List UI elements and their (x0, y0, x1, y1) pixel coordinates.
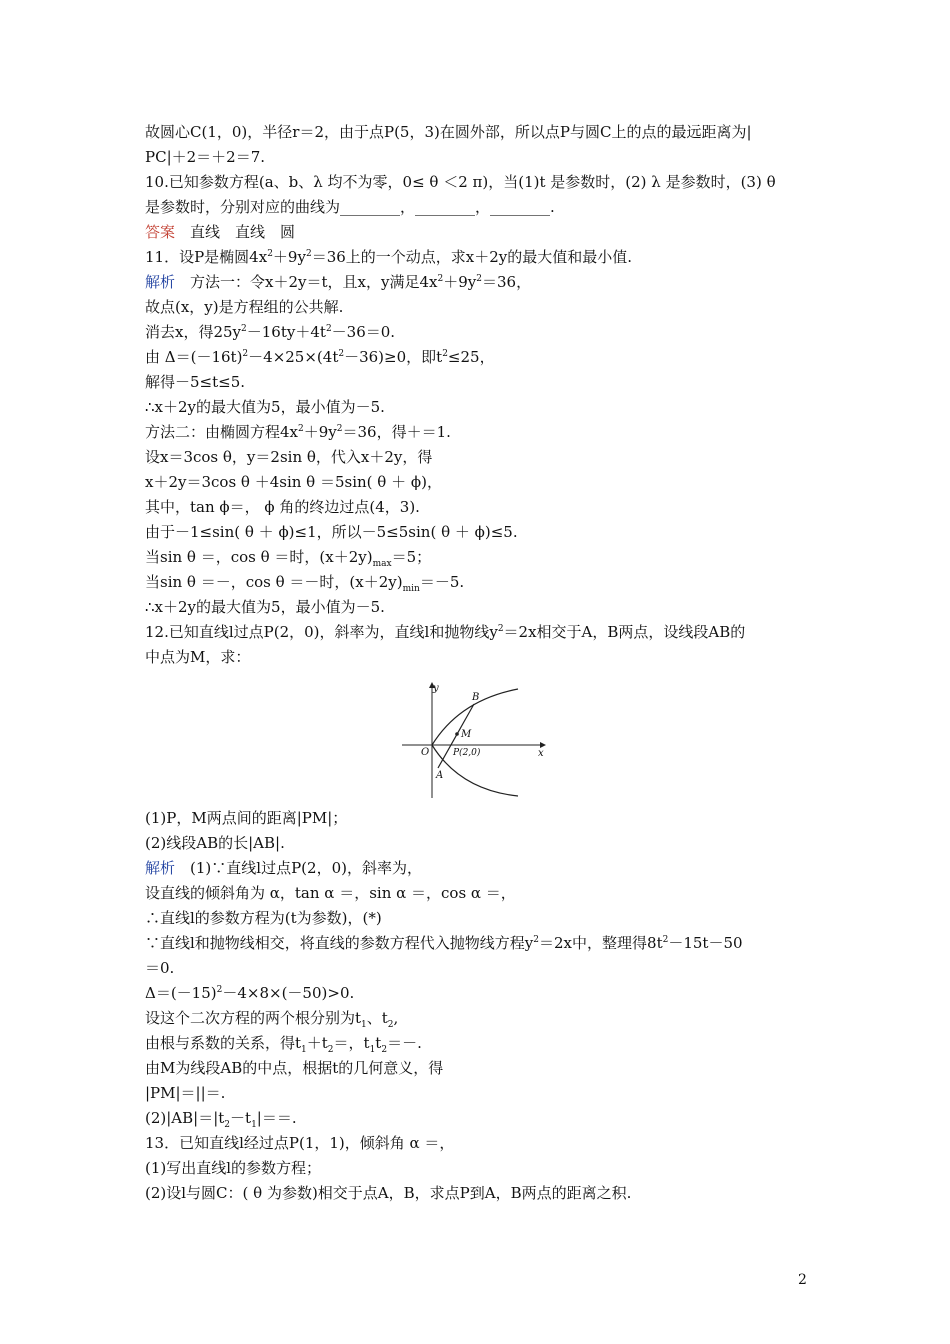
solution-line: 解析 方法一：令x＋2y＝t，且x，y满足$4x^2+9y^2=36$， (145, 273, 532, 291)
answer-line (145, 222, 295, 242)
text-line: (1)P，M两点间的距离|PM|； (145, 809, 348, 827)
text-line: (2)设l与圆C：( θ 为参数)相交于点A，B，求点P到A，B两点的距离之积. (145, 1184, 632, 1202)
solution-tag: 解析 (145, 859, 176, 877)
text-line: ∴x＋2y的最大值为5，最小值为－5. (145, 398, 385, 416)
text-line: (2)线段AB的长|AB|. (145, 834, 285, 852)
text-line: 当sin θ ＝－，cos θ ＝－时，$(x+2y)_{min}=-5$. (145, 573, 465, 594)
text-line: x＋2y＝3cos θ ＋4sin θ ＝5sin( θ ＋ ϕ)， (145, 473, 442, 491)
text-line: 故圆心C(1，0)，半径r＝2，由于点P(5，3)在圆外部，所以点P与圆C上的点的最远距离为| (145, 123, 752, 141)
text-line: 由 $\Delta=(-16t)^2-4\times 25\times(4t^2-36)\ge 0$，即$t^2\le 25$， (145, 348, 495, 366)
text-line: $\Delta=(-15)^2-4\times 8\times(-50)>0$. (145, 984, 355, 1002)
text-line: 解得－5≤t≤5. (145, 373, 246, 391)
text-line: 方法二：由椭圆方程$4x^2+9y^2=36$，得＋＝1. (145, 423, 451, 441)
text-line: 中点为M，求： (145, 648, 251, 666)
text-line: 当sin θ ＝，cos θ ＝时，$(x+2y)_{max}=5$； (145, 548, 432, 569)
text-line: 其中，tan ϕ＝， ϕ 角的终边过点(4，3). (145, 498, 420, 516)
point-m-label: M (461, 729, 472, 740)
problem-13: 13．已知直线l经过点P(1，1)，倾斜角 α ＝， (145, 1134, 455, 1152)
solution-tag: 解析 (145, 273, 176, 291)
text-line: 由M为线段AB的中点，根据t的几何意义，得 (145, 1059, 444, 1077)
origin-label: O (421, 747, 430, 758)
text-line: 设x＝3cos θ，y＝2sin θ，代入x＋2y，得 (145, 448, 433, 466)
text-line: 是参数时，分别对应的曲线为________，________，________. (145, 198, 555, 216)
page-number: 2 (798, 1272, 807, 1288)
answer-text: 直线 直线 圆 (190, 223, 296, 241)
text-line: ∴直线l的参数方程为(t为参数)，(*) (145, 909, 382, 927)
text-line: 由根与系数的关系，得$t_1+t_2=$，$t_1t_2=-$. (145, 1034, 422, 1055)
answer-tag: 答案 (145, 223, 176, 241)
text-line: ∴x＋2y的最大值为5，最小值为－5. (145, 598, 385, 616)
text-line: |PM|＝||＝. (145, 1084, 226, 1102)
point-p-label: P(2,0) (453, 748, 481, 758)
text-line: (1)写出直线l的参数方程； (145, 1159, 322, 1177)
text-line: 由于－1≤sin( θ ＋ ϕ)≤1，所以－5≤5sin( θ ＋ ϕ)≤5. (145, 523, 518, 541)
text-line: ＝0. (145, 959, 175, 977)
text-line: 消去x，得$25y^2-16ty+4t^2-36=0$. (145, 323, 396, 341)
x-axis-label: x (538, 748, 544, 759)
problem-10: 10.已知参数方程(a、b、λ 均不为零，0≤ θ ＜2 π)，当(1)t 是参数时，(2) λ 是参数时，(3) θ (145, 173, 776, 191)
text-line: 故点(x，y)是方程组的公共解. (145, 298, 344, 316)
text-line: PC|＋2＝＋2＝7. (145, 148, 266, 166)
text-line: ∵直线l和抛物线相交，将直线的参数方程代入抛物线方程$y^2=2x$中，整理得$8t^2-15t-50$ (145, 934, 743, 952)
point-a-label: A (436, 770, 444, 781)
problem-11: 11．设P是椭圆$4x^2+9y^2=36$上的一个动点，求x＋2y的最大值和最小值. (145, 248, 633, 266)
text-line: $(2)|AB|=|t_2-t_1|==$. (145, 1109, 297, 1130)
point-m (455, 732, 459, 736)
y-axis-label: y (433, 683, 439, 694)
point-b-label: B (472, 692, 480, 703)
parabola-curve (432, 689, 518, 796)
problem-12: 12.已知直线l过点P(2，0)，斜率为，直线l和抛物线$y^2=2x$相交于A，B两点，设线段AB的 (145, 623, 746, 641)
solution-line: 解析 (1)∵直线l过点P(2，0)，斜率为， (145, 859, 422, 877)
text-line: 设直线的倾斜角为 α，tan α ＝，sin α ＝，cos α ＝， (145, 884, 516, 902)
parabola-figure (400, 680, 550, 800)
text-line: 设这个二次方程的两个根分别为$t_1$、$t_2$, (145, 1009, 399, 1030)
